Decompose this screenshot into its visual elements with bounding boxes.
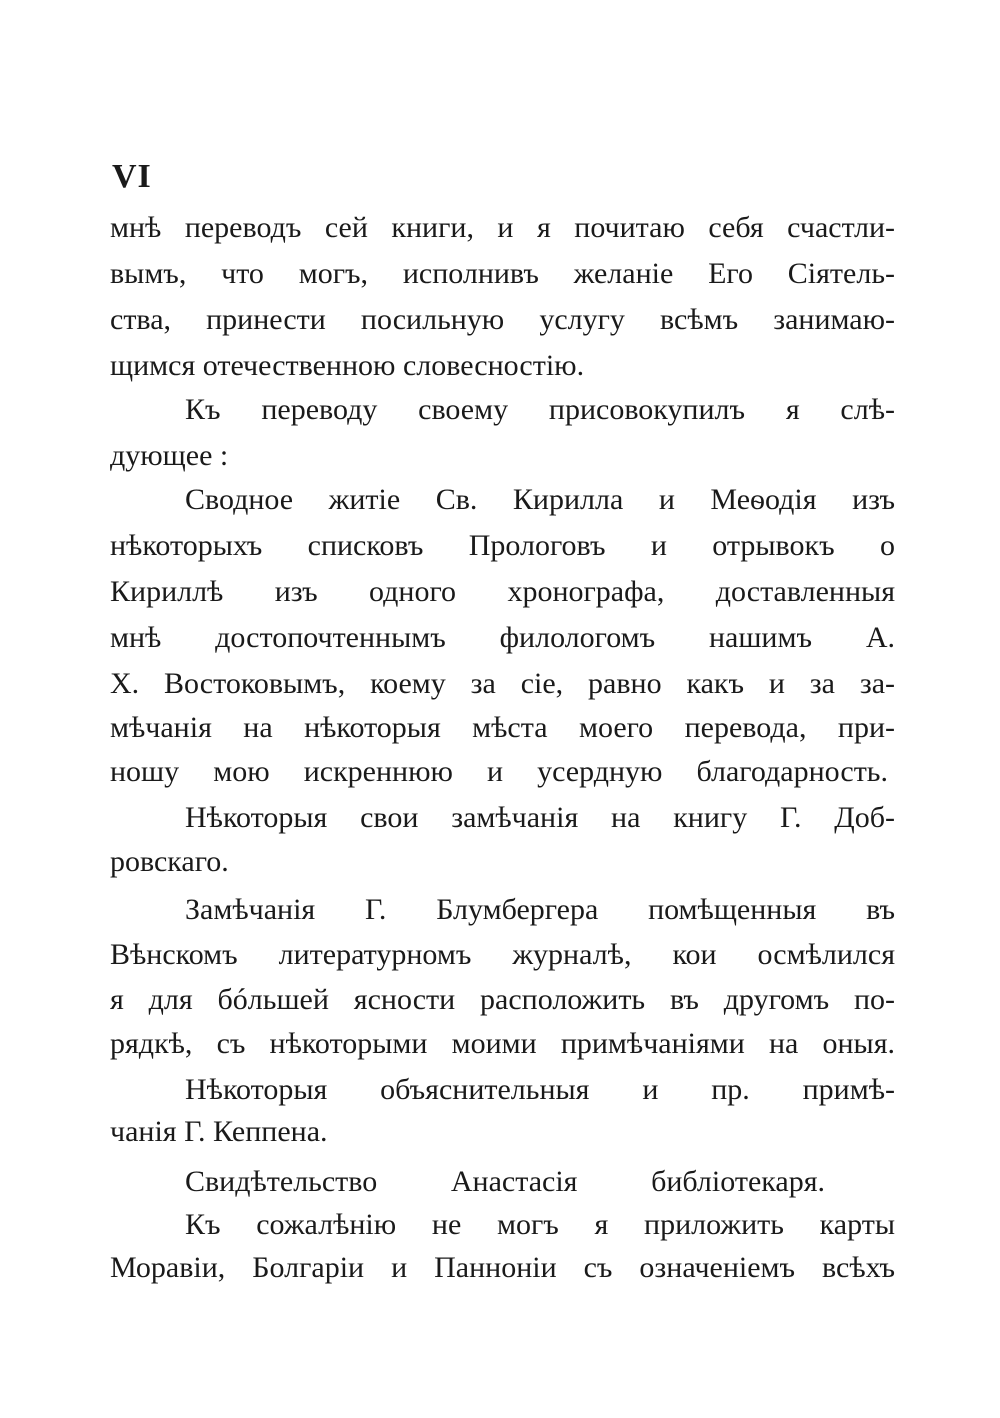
- text-line: Нѣкоторыя объяснительныя и пр. примѣ-: [185, 1073, 895, 1106]
- text-line: Кириллѣ изъ одного хронографа, доставленныя: [110, 575, 895, 608]
- text-line: вымъ, что могъ, исполнивъ желаніе Его Сіятель-: [110, 257, 895, 290]
- text-line: Вѣнскомъ литературномъ журналѣ, кои осмѣлился: [110, 938, 895, 971]
- text-line: рядкѣ, съ нѣкоторыми моими примѣчаніями на оныя.: [110, 1027, 895, 1060]
- text-line: я для бóльшей ясности расположить въ другомъ по-: [110, 983, 895, 1016]
- text-line: мнѣ достопочтеннымъ филологомъ нашимъ А.: [110, 621, 895, 654]
- text-line: Сводное житіе Св. Кирилла и Меѳодія изъ: [185, 483, 895, 516]
- text-line: мѣчанія на нѣкоторыя мѣста моего перевода, при-: [110, 711, 895, 744]
- text-line: ношу мою искреннюю и усердную благодарность.: [110, 755, 888, 788]
- text-line: Х. Востоковымъ, коему за сіе, равно какъ и за за-: [110, 667, 895, 700]
- page-number: VI: [112, 158, 152, 195]
- text-line: Моравіи, Болгаріи и Панноніи съ означеніемъ всѣхъ: [110, 1251, 895, 1284]
- text-line: Свидѣтельство Анастасія библіотекаря.: [185, 1165, 825, 1198]
- text-line: нѣкоторыхъ списковъ Прологовъ и отрывокъ о: [110, 529, 895, 562]
- text-line: Къ переводу своему присовокупилъ я слѣ-: [185, 393, 895, 426]
- text-line: чанія Г. Кеппена.: [110, 1115, 328, 1148]
- text-line: ровскаго.: [110, 845, 229, 878]
- text-line: Нѣкоторыя свои замѣчанія на книгу Г. Доб-: [185, 801, 895, 834]
- text-line: Къ сожалѣнію не могъ я приложить карты: [185, 1208, 895, 1241]
- text-line: Замѣчанія Г. Блумбергера помѣщенныя въ: [185, 893, 895, 926]
- text-line: дующее :: [110, 439, 229, 472]
- text-line: ства, принести посильную услугу всѣмъ занимаю-: [110, 303, 895, 336]
- text-line: мнѣ переводъ сей книги, и я почитаю себя счастли-: [110, 211, 895, 244]
- text-line: щимся отечественною словесностію.: [110, 349, 585, 382]
